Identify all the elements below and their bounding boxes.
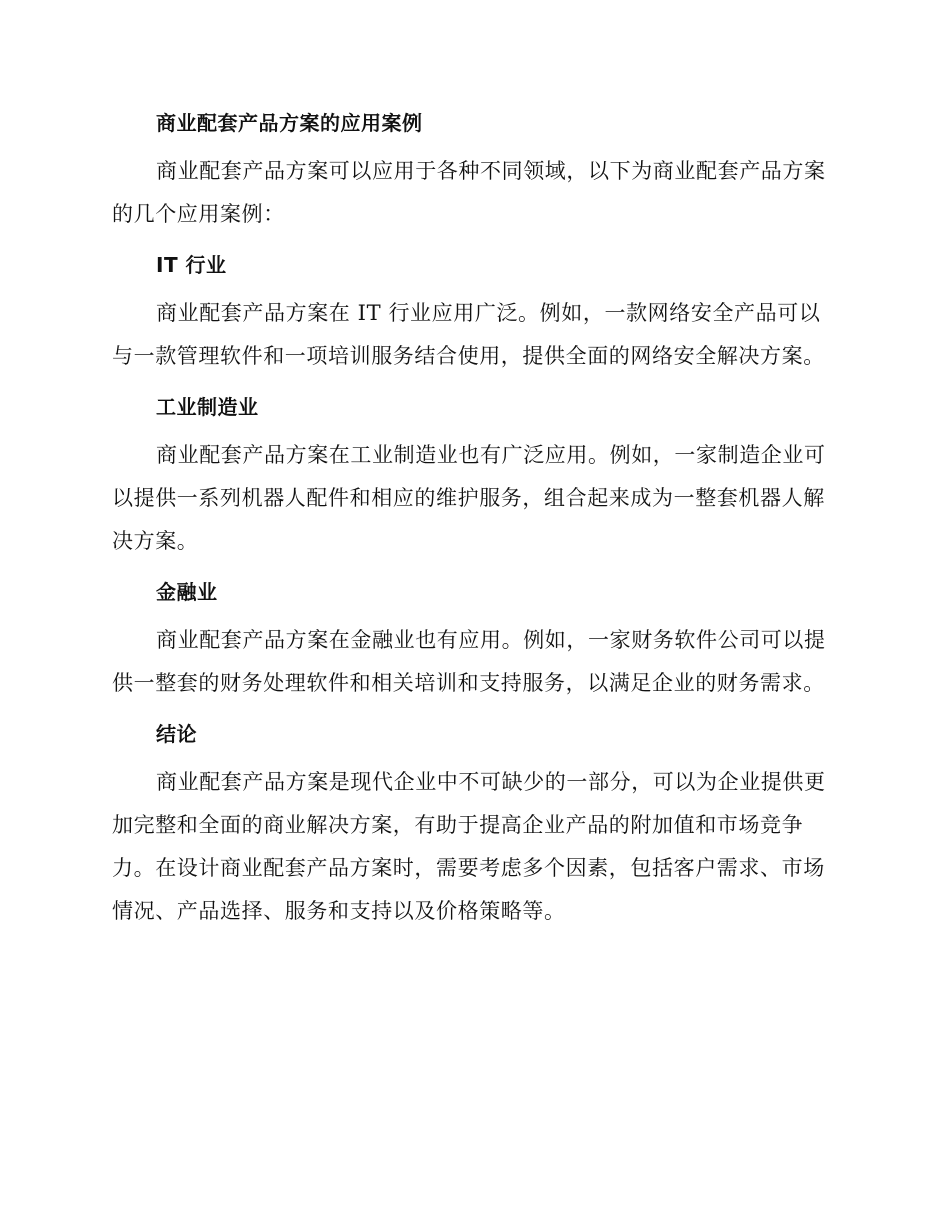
section-heading-finance: 金融业: [156, 580, 218, 604]
section-heading-conclusion: 结论: [156, 722, 197, 746]
section-paragraph-applications: 商业配套产品方案可以应用于各种不同领域，以下为商业配套产品方案的几个应用案例：: [112, 159, 826, 226]
section-paragraph-conclusion: 商业配套产品方案是现代企业中不可缺少的一部分，可以为企业提供更加完整和全面的商业解决方案，有助于提高企业产品的附加值和市场竞争力。在设计商业配套产品方案时，需要考虑多个因素，包括客户需求、市场情况、产品选择、服务和支持以及价格策略等。: [112, 770, 826, 923]
section-heading-manufacturing: 工业制造业: [156, 395, 259, 419]
section-paragraph-manufacturing: 商业配套产品方案在工业制造业也有广泛应用。例如，一家制造企业可以提供一系列机器人配件和相应的维护服务，组合起来成为一整套机器人解决方案。: [112, 443, 826, 553]
document-page: [112, 108, 840, 933]
section-paragraph-finance: 商业配套产品方案在金融业也有应用。例如，一家财务软件公司可以提供一整套的财务处理软件和相关培训和支持服务，以满足企业的财务需求。: [112, 628, 826, 695]
section-heading-applications: 商业配套产品方案的应用案例: [156, 111, 423, 135]
section-paragraph-it: 商业配套产品方案在 IT 行业应用广泛。例如，一款网络安全产品可以与一款管理软件和一项培训服务结合使用，提供全面的网络安全解决方案。: [112, 301, 825, 368]
section-heading-it: IT 行业: [156, 253, 227, 277]
